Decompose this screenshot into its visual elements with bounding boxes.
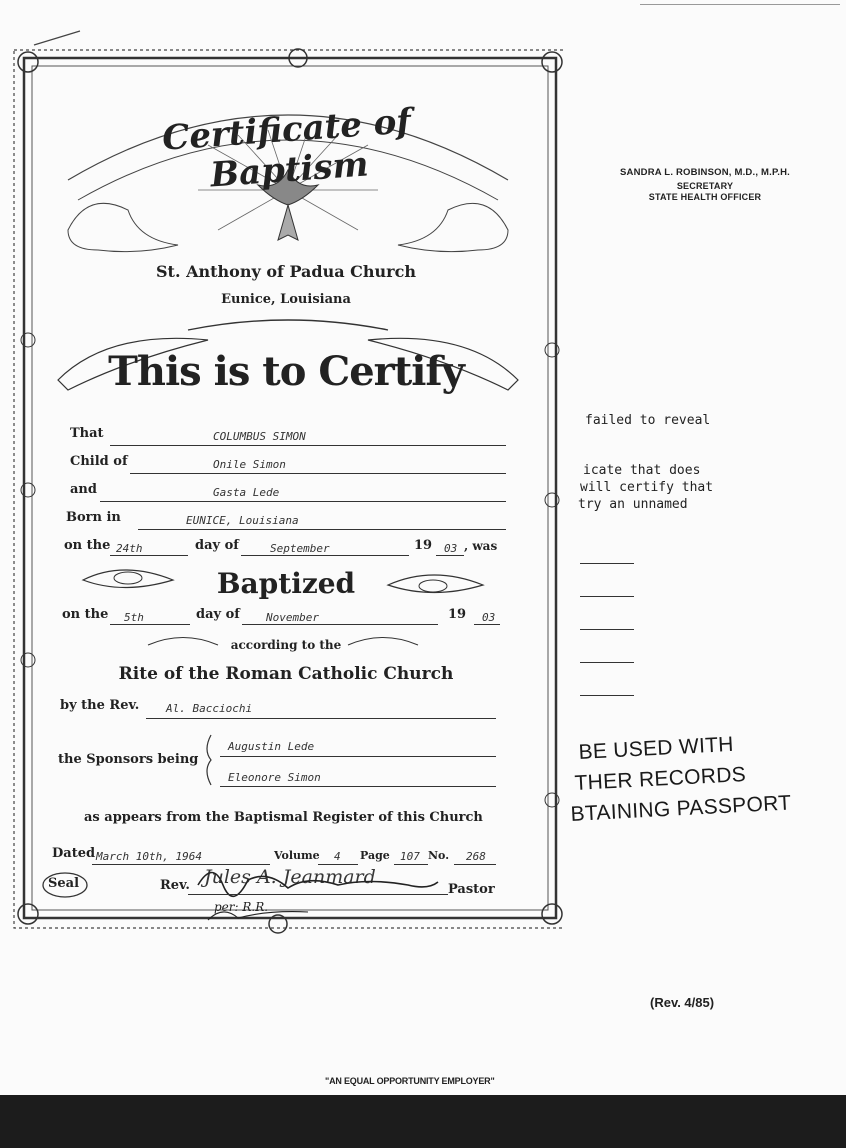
signature-line xyxy=(188,894,448,895)
field-line xyxy=(454,864,496,865)
certify-heading: This is to Certify xyxy=(108,348,464,395)
certificate-title: Certificate of Baptism xyxy=(160,101,413,196)
employer-statement: "AN EQUAL OPPORTUNITY EMPLOYER" xyxy=(325,1076,495,1086)
according-text: according to the xyxy=(230,638,342,652)
side-text-line: try an unnamed xyxy=(578,497,688,512)
revision-label: (Rev. 4/85) xyxy=(650,995,715,1010)
number-label: No. xyxy=(428,849,450,862)
year-prefix: 19 xyxy=(448,607,467,622)
priest-value: Al. Bacciochi xyxy=(166,702,253,715)
officer-title-2: STATE HEALTH OFFICER xyxy=(648,192,762,202)
pastor-signature: Jules A. Jeanmard xyxy=(204,866,376,888)
field-line xyxy=(110,555,188,556)
dated-value: March 10th, 1964 xyxy=(96,850,202,863)
side-text-line: failed to reveal xyxy=(585,413,711,428)
seal-label: Seal xyxy=(48,876,80,891)
child-name-value: COLUMBUS SIMON xyxy=(213,430,306,443)
child-of-label: Child of xyxy=(70,454,128,469)
day-of-label: day of xyxy=(196,607,240,622)
mother-name-value: Gasta Lede xyxy=(213,486,280,499)
blank-line xyxy=(580,596,634,597)
pastor-label: Pastor xyxy=(448,882,495,897)
blank-line xyxy=(580,662,634,663)
born-in-label: Born in xyxy=(66,510,121,525)
baptism-day-value: 5th xyxy=(124,611,144,624)
field-line xyxy=(100,501,506,502)
father-name-value: Onile Simon xyxy=(213,458,286,471)
scan-edge-line xyxy=(640,4,840,5)
field-line xyxy=(138,529,506,530)
baptism-year-value: 03 xyxy=(482,611,496,624)
and-label: and xyxy=(70,482,97,497)
church-location: Eunice, Louisiana xyxy=(221,292,351,307)
field-line xyxy=(318,864,358,865)
day-of-label: day of xyxy=(195,538,239,553)
birth-month-value: September xyxy=(270,542,330,555)
baptism-month-value: November xyxy=(266,611,319,624)
was-label: , was xyxy=(464,539,498,553)
that-label: That xyxy=(70,426,104,441)
field-line xyxy=(220,756,496,757)
on-the-label: on the xyxy=(62,607,109,622)
by-rev-label: by the Rev. xyxy=(60,698,140,713)
rev-label: Rev. xyxy=(160,878,190,893)
side-text-line: will certify that xyxy=(580,480,714,495)
number-value: 268 xyxy=(466,850,486,863)
stamp-line: BTAINING PASSPORT xyxy=(570,791,792,826)
sponsor-2-value: Eleonore Simon xyxy=(228,771,321,784)
field-line xyxy=(242,624,438,625)
field-line xyxy=(92,864,270,865)
field-line xyxy=(130,473,506,474)
year-prefix: 19 xyxy=(414,538,433,553)
birth-year-value: 03 xyxy=(444,542,458,555)
blank-line xyxy=(580,629,634,630)
field-line xyxy=(436,555,464,556)
field-line xyxy=(110,445,506,446)
baptized-heading: Baptized xyxy=(216,567,356,600)
field-line xyxy=(220,786,496,787)
volume-label: Volume xyxy=(274,849,320,862)
rite-heading: Rite of the Roman Catholic Church xyxy=(118,664,454,684)
dated-label: Dated xyxy=(52,846,96,861)
sponsor-1-value: Augustin Lede xyxy=(228,740,315,753)
page-value: 107 xyxy=(400,850,420,863)
birth-day-value: 24th xyxy=(116,542,143,555)
field-line xyxy=(110,624,190,625)
field-line xyxy=(474,624,500,625)
blank-line xyxy=(580,695,634,696)
stamp-line: THER RECORDS xyxy=(574,763,747,795)
blank-line xyxy=(580,563,634,564)
on-the-label: on the xyxy=(64,538,111,553)
side-text-line: icate that does xyxy=(583,463,701,478)
baptism-certificate xyxy=(8,40,564,940)
volume-value: 4 xyxy=(334,850,341,863)
stamp-line: BE USED WITH xyxy=(578,732,735,764)
appears-text: as appears from the Baptismal Register of this Church xyxy=(84,810,483,825)
birthplace-value: EUNICE, Louisiana xyxy=(186,514,299,527)
field-line xyxy=(241,555,409,556)
scan-edge xyxy=(0,1095,846,1148)
page-label: Page xyxy=(360,849,390,862)
sponsors-label: the Sponsors being xyxy=(58,752,199,767)
field-line xyxy=(146,718,496,719)
signature-per: per: R.R. xyxy=(214,900,269,914)
officer-title: SECRETARY xyxy=(676,181,734,191)
field-line xyxy=(394,864,428,865)
officer-name: SANDRA L. ROBINSON, M.D., M.P.H. xyxy=(619,167,791,178)
church-name: St. Anthony of Padua Church xyxy=(156,262,416,281)
